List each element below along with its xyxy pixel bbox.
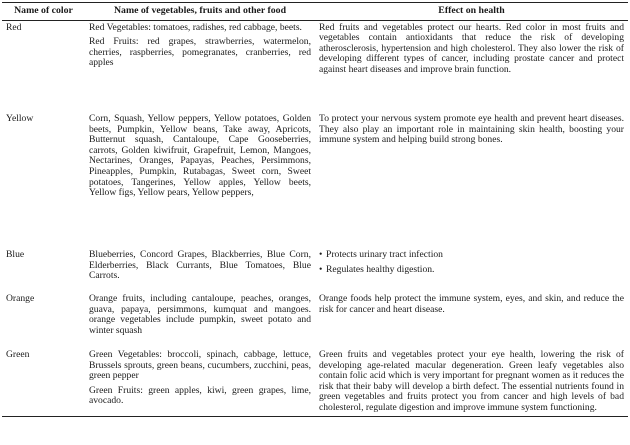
row-food-text: Blueberries, Concord Grapes, Blackberries, Blue Corn, Elderberries, Black Currants, Blue Tomatoes, Blue Carrots. xyxy=(89,249,311,282)
row-color-name: Red xyxy=(6,21,22,33)
row-food-text: Red Fruits: red grapes, strawberries, watermelon, cherries, raspberries, pomegranates, cranberries, red apples xyxy=(89,36,311,69)
bullet-text: Protects urinary tract infection xyxy=(326,249,443,261)
bullet-text: Regulates healthy digestion. xyxy=(326,263,435,275)
row-food-cell xyxy=(85,292,315,348)
list-item: • Protects urinary tract infection xyxy=(319,249,443,261)
header-food: Name of vegetables, fruits and other food xyxy=(85,3,315,21)
effect-bullet-list xyxy=(319,250,624,275)
table-row-red xyxy=(2,20,628,112)
table-row-green xyxy=(2,348,628,416)
row-food-cell xyxy=(85,20,315,112)
row-food-text: Red Vegetables: tomatoes, radishes, red cabbage, beets. xyxy=(89,21,302,33)
row-effect-text: Green fruits and vegetables protect your eye health, lowering the risk of developing age-related macular degeneration. Green leafy vegetables also contain folic acid which is very important for pregnant women as it reduces the risk that their baby will develop a birth defect. The essential nutrients found in green vegetables and fruits protect you from cancer and high levels of bad cholesterol, regulate digestion and improve immune system functioning. xyxy=(315,348,628,416)
row-color-name: Green xyxy=(2,348,85,416)
header-color: Name of color xyxy=(2,3,85,21)
list-item: • Regulates healthy digestion. xyxy=(319,263,435,275)
table-header-row xyxy=(2,3,628,21)
table-row-orange xyxy=(2,292,628,348)
row-food-text: Green Vegetables: broccoli, spinach, cabbage, lettuce, Brussels sprouts, green beans, cucumbers, zucchini, peas, green pepper xyxy=(89,349,311,382)
row-color-name: Orange xyxy=(6,293,35,305)
row-food-cell xyxy=(85,112,315,248)
row-food-text: Green Fruits: green apples, kiwi, green grapes, lime, avocado. xyxy=(89,384,311,407)
row-color-name: Blue xyxy=(6,249,25,261)
table-row-yellow xyxy=(2,112,628,248)
row-food-text: Corn, Squash, Yellow peppers, Yellow potatoes, Golden beets, Pumpkin, Yellow beans, Take away, Apricots, Butternut squash, Cantaloupe, Cape Gooseberries, carrots, Golden kiwifruit, Grapefruit, Lemon, Mangoes, Nectarines, Oranges, Papayas, Peaches, Persimmons, Pineapples, Pumpkin, Rutabagas, Sweet corn, Sweet potatoes, Tangerines, Yellow apples, Yellow beets, Yellow figs, Yellow pears, Yellow peppers, xyxy=(89,113,311,199)
table-row-blue xyxy=(2,248,628,292)
row-food-cell xyxy=(85,248,315,292)
row-food-cell xyxy=(85,348,315,416)
row-food-text: Orange fruits, including cantaloupe, peaches, oranges, guava, papaya, persimmons, kumquat and mangoes. orange vegetables include pumpkin, sweet potato and winter squash xyxy=(89,293,311,336)
header-effect: Effect on health xyxy=(315,3,628,21)
row-effect-cell xyxy=(315,248,628,292)
row-effect-text: Orange foods help protect the immune system, eyes, and skin, and reduce the risk for cancer and heart disease. xyxy=(319,293,624,315)
row-color-name: Yellow xyxy=(6,113,34,125)
row-effect-text: Red fruits and vegetables protect our hearts. Red color in most fruits and vegetables contain antioxidants that reduce the risk of developing atherosclerosis, hypertension and high cholesterol. They also lower the risk of developing different types of cancer, including prostate cancer and protect against heart diseases and improve brain function. xyxy=(319,21,624,75)
row-effect-text: To protect your nervous system promote eye health and prevent heart diseases. They also play an important role in maintaining skin health, boosting your immune system and helping build strong bones. xyxy=(319,113,624,146)
food-color-health-table xyxy=(2,2,628,417)
